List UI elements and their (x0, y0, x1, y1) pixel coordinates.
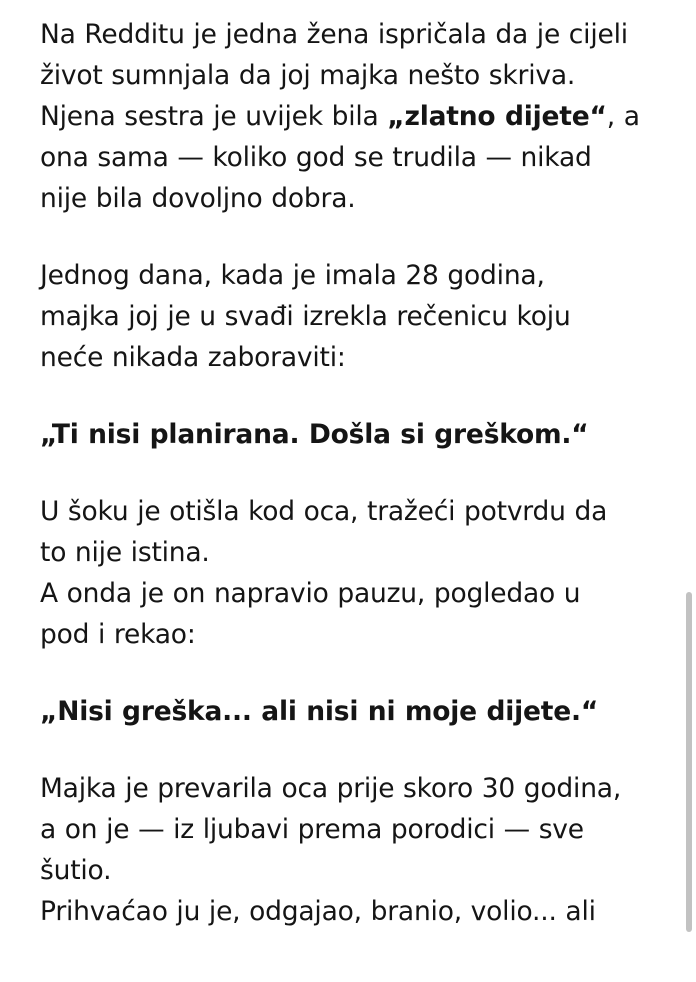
text-line: šutio. (40, 855, 112, 886)
paragraph-4 (40, 491, 662, 655)
text-line: „Nisi greška... ali nisi ni moje dijete.“ (40, 696, 599, 727)
emphasis-golden-child: „zlatno dijete“ (387, 101, 607, 132)
paragraph-quote-mother (40, 414, 662, 455)
text-segment: , a (606, 101, 640, 132)
text-line: Prihvaćao ju je, odgajao, branio, volio... ali (40, 896, 596, 927)
text-line: neće nikada zaboraviti: (40, 342, 346, 373)
text-segment: Njena sestra je uvijek bila (40, 101, 388, 132)
text-line: Jednog dana, kada je imala 28 godina, (40, 260, 545, 291)
text-line: nije bila dovoljno dobra. (40, 183, 356, 214)
paragraph-quote-father (40, 691, 662, 732)
paragraph-6 (40, 768, 662, 932)
text-line: to nije istina. (40, 537, 210, 568)
text-line: U šoku je otišla kod oca, tražeći potvrdu da (40, 496, 608, 527)
text-line: život sumnjala da joj majka nešto skriva. (40, 60, 576, 91)
paragraph-1 (40, 14, 662, 219)
text-line: a on je — iz ljubavi prema porodici — sve (40, 814, 584, 845)
text-line: A onda je on napravio pauzu, pogledao u (40, 578, 581, 609)
text-line: Majka je prevarila oca prije skoro 30 godina, (40, 773, 622, 804)
scrollbar-thumb[interactable] (686, 592, 692, 932)
text-line: ona sama — koliko god se trudila — nikad (40, 142, 592, 173)
text-line: Na Redditu je jedna žena ispričala da je cijeli (40, 19, 628, 50)
text-line: „Ti nisi planirana. Došla si greškom.“ (40, 419, 589, 450)
text-line: majka joj je u svađi izrekla rečenicu koju (40, 301, 571, 332)
paragraph-2 (40, 255, 662, 378)
text-line-with-emphasis (40, 96, 662, 137)
text-line: pod i rekao: (40, 619, 196, 650)
